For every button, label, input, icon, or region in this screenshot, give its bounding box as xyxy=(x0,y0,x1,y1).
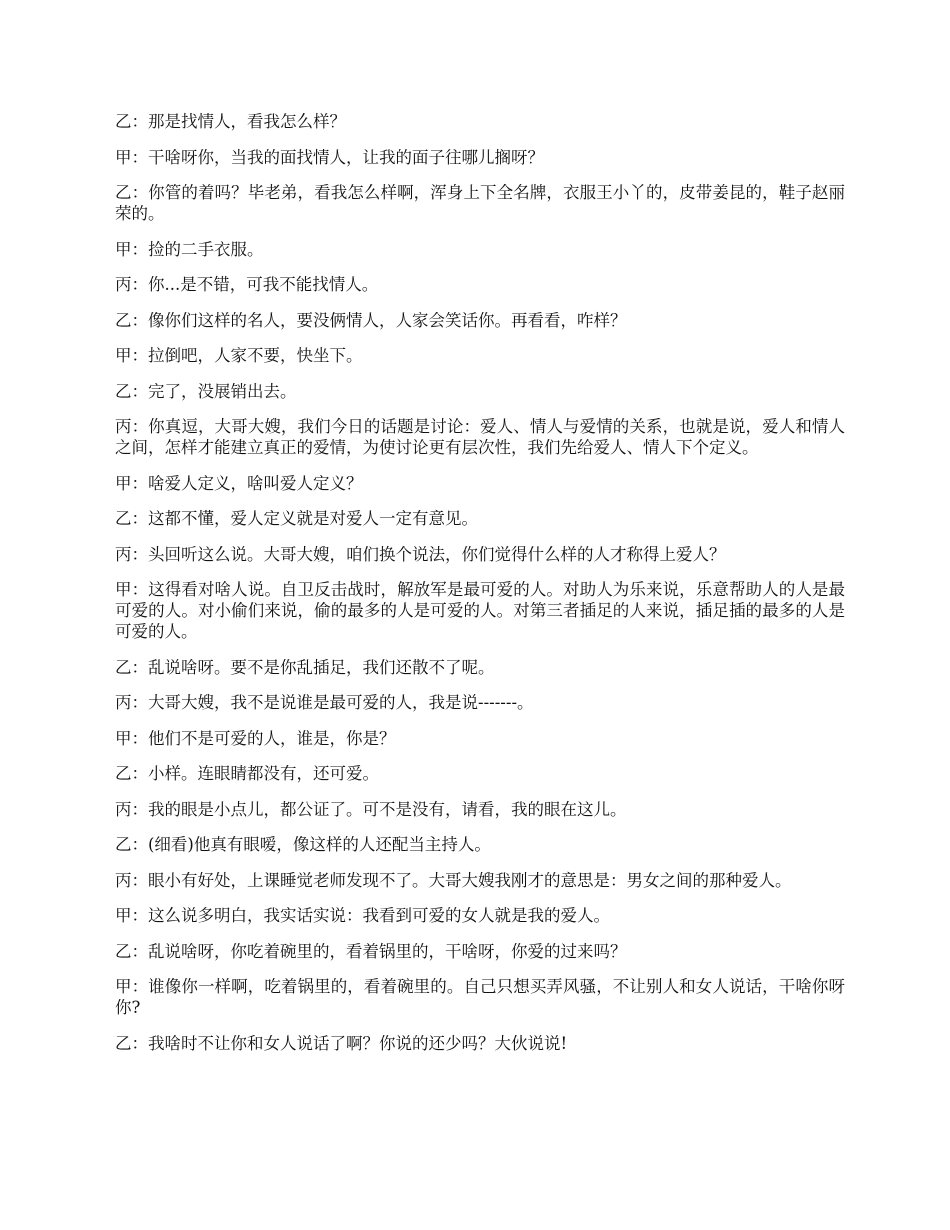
dialogue-line: 丙：眼小有好处，上课睡觉老师发现不了。大哥大嫂我刚才的意思是：男女之间的那种爱人。 xyxy=(115,870,792,890)
dialogue-line: 甲：他们不是可爱的人，谁是，你是？ xyxy=(115,728,396,748)
dialogue-line: 丙：大哥大嫂，我不是说谁是最可爱的人，我是说-------。 xyxy=(115,693,534,712)
dialogue-line: 乙：你管的着吗？毕老弟，看我怎么样啊，浑身上下全名牌，衣服王小丫的，皮带姜昆的，鞋子赵丽荣的。 xyxy=(115,183,845,223)
dialogue-line: 丙：头回听这么说。大哥大嫂，咱们换个说法，你们觉得什么样的人才称得上爱人？ xyxy=(115,544,726,564)
dialogue-line: 乙：小样。连眼睛都没有，还可爱。 xyxy=(115,764,379,783)
dialogue-line: 乙：完了，没展销出去。 xyxy=(115,381,297,401)
dialogue-line: 丙：我的眼是小点儿，都公证了。可不是没有，请看，我的眼在这儿。 xyxy=(115,799,627,819)
dialogue-line: 丙：你真逗，大哥大嫂，我们今日的话题是讨论：爱人、情人与爱情的关系，也就是说，爱人和情人之间，怎样才能建立真正的爱情，为使讨论更有层次性，我们先给爱人、情人下个定义。 xyxy=(115,417,845,457)
dialogue-line: 甲：干啥呀你，当我的面找情人，让我的面子往哪儿搁呀？ xyxy=(115,147,544,167)
dialogue-line: 乙：(细看)他真有眼嗳，像这样的人还配当主持人。 xyxy=(115,835,491,854)
dialogue-line: 甲：这么说多明白，我实话实说：我看到可爱的女人就是我的爱人。 xyxy=(115,906,610,925)
dialogue-line: 乙：这都不懂，爱人定义就是对爱人一定有意见。 xyxy=(115,509,478,528)
dialogue-line: 乙：像你们这样的名人，要没俩情人，人家会笑话你。再看看，咋样？ xyxy=(115,310,627,330)
dialogue-line: 乙：乱说啥呀，你吃着碗里的，看着锅里的，干啥呀，你爱的过来吗？ xyxy=(115,941,627,961)
dialogue-line: 丙：你...是不错，可我不能找情人。 xyxy=(115,275,379,294)
dialogue-line: 甲：拉倒吧，人家不要，快坐下。 xyxy=(115,346,363,365)
dialogue-line: 甲：啥爱人定义，啥叫爱人定义？ xyxy=(115,473,363,493)
dialogue-line: 甲：这得看对啥人说。自卫反击战时，解放军是最可爱的人。对助人为乐来说，乐意帮助人的人是最可爱的人。对小偷们来说，偷的最多的人是可爱的人。对第三者插足的人来说，插足插的最多的人是可爱的人。 xyxy=(115,580,845,641)
dialogue-text xyxy=(115,111,845,1068)
dialogue-line: 乙：乱说啥呀。要不是你乱插足，我们还散不了呢。 xyxy=(115,657,495,677)
dialogue-line: 甲：捡的二手衣服。 xyxy=(115,239,264,259)
dialogue-line: 乙：那是找情人，看我怎么样？ xyxy=(115,112,346,131)
dialogue-line: 甲：谁像你一样啊，吃着锅里的，看着碗里的。自己只想买弄风骚，不让别人和女人说话，干啥你呀你? xyxy=(115,977,845,1017)
dialogue-line: 乙：我啥时不让你和女人说话了啊？你说的还少吗？大伙说说! xyxy=(115,1033,568,1053)
